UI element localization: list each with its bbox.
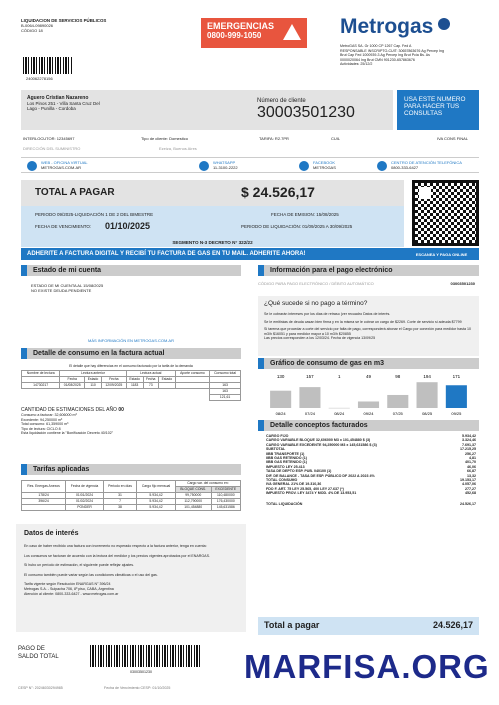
- flame-icon: [438, 18, 450, 30]
- chart-bar: [329, 408, 350, 409]
- concepto-value: 13,32: [467, 473, 476, 478]
- promo-box: USA ESTE NUMERO PARA HACER TUS CONSULTAS: [397, 90, 479, 130]
- footer-total-amount: 24.526,17: [432, 620, 473, 630]
- interes-line: Metrogas S.A. - Suipacha 706, 8º piso, CABA, Argentina: [24, 586, 114, 591]
- category-label: 07/25: [392, 411, 403, 416]
- contact-label: CENTRO DE ATENCIÓN TELEFÓNICA: [391, 160, 462, 165]
- client-number-label: Número de cliente: [257, 98, 306, 104]
- concepto-value: 4.057,06: [462, 482, 476, 487]
- cesp-venc: Fecha de Vencimiento CESP: 01/10/2025: [104, 686, 171, 690]
- estado-cuenta-header: Estado de mi cuenta: [21, 265, 241, 276]
- concepto-label: IVA GENERAL 21% DE 19.310,36: [266, 482, 322, 487]
- contact-label: WEB - OFICINA VIRTUAL: [41, 160, 88, 165]
- total-label: TOTAL A PAGAR: [35, 187, 115, 198]
- termino-line: Se le cobrarán intereses por los días de retraso (ver recuadro Datos de interés.: [264, 312, 391, 316]
- concepto-label: IMPUESTO LEY 25.413: [266, 464, 305, 469]
- interlocutor: INTERLOCUTOR: 12345697: [23, 136, 75, 141]
- concepto-label: CARGO FIJO: [266, 434, 289, 438]
- iva: IVA CONS FINAL: [437, 136, 469, 141]
- termino-line: Si tarema que procedar a corte del servicio por falta de pago, corresponderá abonar el Cargo por conexión para medidor hasta 10 m3/h $16051 y para medidor mayor a 10 m3/h $20855: [264, 327, 471, 336]
- conceptos-list: [266, 434, 476, 506]
- pago-electronico-header: Información para el pago electrónico: [258, 265, 479, 276]
- interes-line: El consumo también puede variar según las condiciones climáticas o el uso del gas.: [24, 572, 158, 577]
- chart-bar: [417, 382, 438, 408]
- footer-total-label: Total a pagar: [264, 620, 320, 630]
- th-cell: EXCEDENTE: [211, 487, 240, 493]
- client-number: 30003501230: [257, 104, 355, 121]
- interes-line: Si hubo un período de estimación, el siguiente puede reflejar ajustes.: [24, 563, 135, 568]
- contact-value: 11-3100-2222: [213, 165, 238, 170]
- segmento: SEGMENTO N-3 DECRETO N° 322/22: [21, 240, 404, 247]
- estado-cuenta-body: [31, 283, 103, 293]
- electronic-code: 03003501230: [450, 281, 475, 286]
- th-cell: Fecha de vigencia: [66, 481, 104, 493]
- concepto-value: 256,27: [465, 451, 476, 456]
- estimacion-line: Total consumo: 61,359000 m³: [21, 422, 69, 427]
- pago-electronico-row: [258, 281, 479, 286]
- chart-bar: [387, 395, 408, 408]
- bar-value-label: 1: [337, 374, 341, 379]
- th-cell: Aporte consumo: [175, 371, 209, 377]
- scan-pay-label[interactable]: ESCANEA Y PAGA ONLINE: [404, 248, 479, 260]
- termino-question: ¿Qué sucede si no pago a término?: [264, 300, 368, 307]
- customer-address1: Los Pinos 251 - Villa Santa Cruz Del: [27, 101, 100, 106]
- grafico-header: Gráfico de consumo de gas en m3: [258, 358, 479, 369]
- concepto-value: 17.215,25: [460, 447, 476, 452]
- concepto-value: 46,06: [467, 464, 476, 469]
- whatsapp-icon: [199, 161, 209, 171]
- company-line: Actividades: 25/12/2: [340, 62, 373, 67]
- th-cell: Nombre de lectura: [22, 371, 60, 377]
- contacts-row: [21, 157, 479, 173]
- phone-icon: [377, 161, 387, 171]
- customer-box: [21, 90, 393, 130]
- brand-logo: [340, 15, 433, 39]
- concepto-value: 3.324,46: [462, 438, 476, 443]
- chart-bar: [299, 387, 320, 408]
- concepto-value: 5.934,42: [462, 434, 476, 438]
- facebook-icon: [299, 161, 309, 171]
- contact-facebook[interactable]: [299, 160, 336, 170]
- direccion-value: Ezeiza, Buenos Aires: [159, 146, 197, 151]
- concepto-value: 4,81: [469, 456, 476, 461]
- consumption-chart: [258, 372, 479, 418]
- concepto-value: 7.691,37: [462, 442, 476, 447]
- interes-line: Tarifa vigente según Resolución ENARGAS N° 396/24: [24, 582, 111, 587]
- estimacion-line: Consumo a facturar: 32,606000 m³: [21, 413, 77, 417]
- datos-interes-box: [16, 524, 246, 632]
- estado-line: ESTADO DE MI CUENTA AL 15/08/2025: [31, 283, 104, 288]
- contact-phone[interactable]: [377, 160, 462, 170]
- direccion-label: DIRECCIÓN DEL SUMINISTRO: [23, 146, 81, 151]
- pago-label: SALDO TOTAL: [18, 654, 59, 660]
- barcode-number: 240062278156: [26, 76, 53, 81]
- globe-icon: [27, 161, 37, 171]
- chart-bar: [358, 401, 379, 408]
- termino-box: [258, 296, 479, 356]
- warning-icon: [283, 24, 301, 40]
- company-line: RESPONSABLE INSCRIPTO-CUIT: 30657863676 Ag Percep Ing: [340, 48, 445, 53]
- consumo-header: Detalle de consumo en la factura actual: [21, 348, 241, 359]
- table-row: 396/24 01/02/2024 7 5.934,42 112,790000 176,430000: [22, 499, 241, 505]
- table-row: 178/24 01/01/2024 31 5.934,42 99,750000 110,480000: [22, 493, 241, 499]
- estimaciones-count: 00: [118, 407, 124, 413]
- tarifas-header: Tarifas aplicadas: [21, 464, 241, 475]
- direccion-row: [21, 146, 479, 154]
- cesp: CESP N°: 20246030294985: [18, 686, 63, 690]
- periodo: PERIODO 09/2025-LIQUIDACIÓN 1 DE 2 DEL BIMESTRE: [35, 212, 154, 217]
- concepto-label: TOTAL LIQUIDACIÓN: [266, 501, 303, 506]
- footer-total-bar: [258, 617, 479, 635]
- interes-title: Datos de interés: [24, 530, 79, 537]
- payment-barcode-caption: 03003501230: [130, 670, 152, 674]
- interes-line: Atención al cliente: 0800-333-6427 - www.metrogas.com.ar: [24, 591, 119, 596]
- contact-label: WHATSAPP: [213, 160, 236, 165]
- periodo-liquidacion: PERIODO DE LIQUIDACIÓN: 01/09/2025 A 30/09/2025: [241, 224, 353, 229]
- th-cell: Fecha: [101, 377, 126, 383]
- bar-value-label: 49: [365, 374, 372, 379]
- concepto-label: CARGO VARIABLE BLOQUE 32,606000 M3 x 101,454880 $ (3): [266, 438, 371, 443]
- concepto-label: TOTAL CONSUMO: [266, 478, 298, 483]
- venc-date: 01/10/2025: [105, 221, 151, 231]
- category-label: 08/24: [334, 411, 345, 416]
- qr-code[interactable]: [412, 180, 479, 246]
- concepto-value: 19.153,17: [460, 478, 476, 483]
- category-label: 09/25: [451, 411, 462, 416]
- concepto-row: [266, 502, 476, 506]
- concepto-label: IIBB GAS RETENIDO (1): [266, 456, 307, 461]
- category-label: 08/25: [422, 411, 433, 416]
- table-row: PONDER 38 5.934,42 101,454880 145,631586: [22, 505, 241, 511]
- contact-value: METROGAS: [313, 165, 336, 170]
- termino-line: Las precios corresponden a los 12/03/24. Fecha de vigencia 13/09/25: [264, 336, 376, 341]
- company-info: [340, 44, 490, 67]
- tarifa: TARIFA: R2.7PR: [259, 136, 289, 141]
- estimacion-line: Esta liquidación contiene la "Bonificación Decreto 40/102": [21, 431, 114, 436]
- estimaciones-title: CANTIDAD DE ESTIMACIONES DEL AÑO: [21, 407, 117, 413]
- fecha-emision: FECHA DE EMISION: 15/08/2025: [271, 212, 339, 217]
- company-line: Brut Cap Fed 1000939-3 Ag Percep Ing Brut Pcia Bs. As: [340, 53, 430, 58]
- more-info-link[interactable]: MÁS INFORMACIÓN EN METROGAS.COM.AR: [87, 338, 174, 343]
- table-row: 14730217 01/08/2025 110 12/09/2025 1183 73 163: [22, 383, 241, 389]
- chart-bar: [446, 385, 467, 408]
- estado-line: NO EXISTE DEUDA PENDIENTE: [31, 288, 92, 293]
- th-cell: BLOQUE CONS.: [175, 487, 211, 493]
- contact-whatsapp[interactable]: [199, 160, 238, 170]
- th-cell: Estado: [85, 377, 102, 383]
- concepto-label: IIBB GAS RETENIDO (1): [266, 460, 307, 465]
- customer-address2: Lago - Punilla - Cordoba: [27, 106, 76, 111]
- emergency-phone: 0800-999-1050: [207, 31, 262, 40]
- th-cell: Lectura actual: [126, 371, 175, 377]
- bar-value-label: 194: [423, 374, 431, 379]
- concepto-value: 452,68: [465, 491, 476, 496]
- consumo-note: El detalle que hay diferencias en el consumo facturado por la tarifa de la demanda: [69, 364, 193, 368]
- concepto-label: IIBB TRANSPORTE (1): [266, 451, 305, 456]
- th-cell: Estado: [158, 377, 175, 383]
- digital-invoice-banner[interactable]: ADHERITE A FACTURA DIGITAL Y RECIBÍ TU FACTURA DE GAS EN TU MAIL. ADHERITE AHORA!: [21, 248, 404, 260]
- th-cell: Periodo en días: [103, 481, 136, 493]
- concepto-value: 24.526,17: [460, 501, 476, 506]
- tipo-cliente: Tipo de cliente: Domestico: [141, 136, 188, 141]
- contact-value: 0800-333-6427: [391, 165, 419, 170]
- consumo-table: Nombre de lectura Lectura anterior Lectura actual Aporte consumo Consumo total Fecha Estado Fecha Estado Fecha Estado 14730217 01/08/2025 110 12/09/2025 1183 73 163 163 121,61: [21, 370, 241, 401]
- cuil: CUIL: [331, 136, 341, 141]
- conceptos-header: Detalle conceptos facturados: [258, 420, 479, 431]
- th-cell: Cargo var. del consumo en:: [175, 481, 240, 487]
- company-line: 0000020064 Ing Brut CMN 901230-657863676: [340, 57, 415, 62]
- company-line: MetroGAS SA. Gr 1000 CP 1267 Cap. Fed A: [340, 44, 412, 48]
- venc-label: FECHA DE VENCIMIENTO:: [35, 224, 92, 229]
- liquidacion-title: LIQUIDACION DE SERVICIOS PÚBLICOS: [21, 18, 107, 23]
- concepto-label: DIF. DE BALANCE - TASA DE ESP. PÚBLICO DF 2022 A 2023 4%: [266, 473, 375, 478]
- emergency-title: EMERGENCIAS: [207, 21, 275, 31]
- total-amount: $ 24.526,17: [241, 184, 315, 200]
- info-row: [21, 136, 479, 144]
- interes-line: Los consumos se facturan de acuerdo con la lectura del medidor y los precios vigentes aprobados por el ENARGAS.: [24, 553, 210, 558]
- bar-value-label: 171: [452, 374, 461, 379]
- concepto-label: TASA DE DEPTO ESP. PUB. 040100 (1): [266, 469, 332, 474]
- concepto-row: [266, 491, 476, 495]
- termino-line: Se le emitiráas de deuda casan bien firma y en la misma se le cobrar un cargo de $2269. Corte de servicio si adeuda $7799: [264, 319, 462, 324]
- th-cell: Lectura anterior: [60, 371, 126, 377]
- estimacion-line: Excedente: 94,250000 m³: [21, 417, 63, 422]
- th-cell: Res. Energas Anexos: [22, 481, 66, 493]
- contact-label: FACEBOOK: [313, 160, 336, 165]
- concepto-label: CARGO VARIABLE EXCEDENTE 94,250000 M3 x 145,631586 $ (3): [266, 442, 377, 447]
- brand-name: Metrogas: [340, 15, 434, 38]
- concepto-label: FDO F. ART. 75 LEY 25.565, 400 LEY 27.637 (*): [266, 486, 344, 491]
- ref-code: B-0064-09890026: [21, 23, 54, 28]
- estimaciones: [21, 407, 241, 436]
- bar-value-label: 98: [395, 374, 401, 379]
- concepto-value: 401,70: [465, 460, 476, 465]
- estimacion-line: Tipo de lectura: CICLO 8: [21, 426, 61, 431]
- concepto-value: 66,87: [467, 469, 476, 474]
- th-cell: Cargo fijo mensual: [137, 481, 176, 493]
- chart-bar: [270, 391, 291, 408]
- th-cell: Fecha: [143, 377, 158, 383]
- interes-line: En caso de haber recibido una factura con incremento no esperado respecto a la factura anterior, tenga en cuenta:: [24, 544, 207, 548]
- tarifas-table: [21, 480, 241, 511]
- payment-barcode[interactable]: [90, 645, 200, 667]
- emergency-box[interactable]: [201, 18, 307, 48]
- th-cell: Fecha: [60, 377, 85, 383]
- concepto-value: 277,27: [465, 486, 476, 491]
- bar-value-label: 157: [306, 374, 314, 379]
- th-cell: Consumo total: [210, 371, 241, 377]
- codigo: CÓDIGO 18: [21, 28, 43, 33]
- bar-value-label: 130: [276, 374, 285, 379]
- th-cell: Estado: [126, 377, 143, 383]
- concepto-label: SUBTOTAL: [266, 447, 286, 452]
- code-label: CÓDIGO PARA PAGO ELECTRÓNICO / DÉBITO AUTOMÁTICO: [258, 281, 374, 286]
- watermark: MARFISA.ORG: [244, 648, 490, 685]
- pago-label: PAGO DE: [18, 646, 45, 652]
- customer-name: Aguero Cristian Nazareno: [27, 95, 89, 101]
- header-barcode: [23, 57, 73, 74]
- concepto-label: IMPUESTO PROV. LEY 3474 Y MOD. 4% DE 13.953,51: [266, 491, 357, 496]
- total-box: [21, 180, 404, 240]
- category-label: 09/24: [363, 411, 374, 416]
- header-left: [21, 18, 181, 33]
- pago-saldo: [18, 645, 59, 661]
- category-label: 07/24: [304, 411, 315, 416]
- contact-web[interactable]: [27, 160, 88, 170]
- category-label: 08/24: [275, 411, 286, 416]
- contact-value: METROGAS.COM.AR: [41, 165, 82, 170]
